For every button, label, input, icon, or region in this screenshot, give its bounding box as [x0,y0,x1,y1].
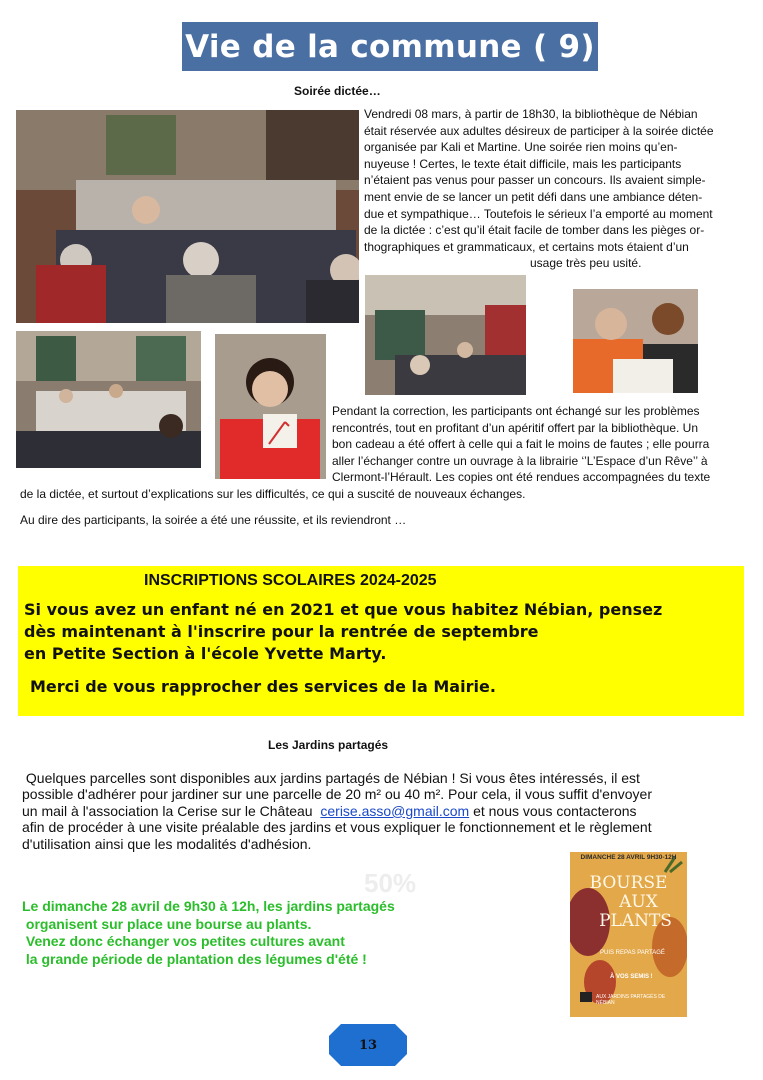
inscriptions-text [24,599,662,665]
poster-date: DIMANCHE 28 AVRIL 9H30-12H [580,854,677,861]
photo-library-writing [365,275,526,395]
inscriptions-box [18,566,744,716]
text-line: bon cadeau a été offert à celle qui a fait le moins de fautes ; elle pourra [332,437,710,452]
section-heading-jardins: Les Jardins partagés [268,738,389,752]
text-line: Le dimanche 28 avril de 9h30 à 12h, les jardins partagés [22,898,395,914]
poster-semis: À VOS SEMIS ! [610,974,653,980]
inscriptions-thanks: Merci de vous rapprocher des services de la Mairie. [30,677,496,696]
text-line: de la dictée : c’est qu’il était facile de tomber dans les pièges or- [364,223,705,238]
poster-title-word: AUX [619,892,658,912]
text-line: afin de procéder à une visite préalable des jardins et vous expliquer le fonctionnement et le règlement [22,819,652,836]
text-line: la grande période de plantation des légumes d'été ! [22,950,367,967]
text-line: n’étaient pas venus pour passer un concours. Ils avaient simple- [364,173,706,188]
text-line: dès maintenant à l'inscrire pour la rentrée de septembre [24,622,539,641]
text-line: Venez donc échanger vos petites cultures avant [22,933,345,949]
text-line: due et sympathique… Toutefois le sérieux l’a emporté au moment [364,206,713,221]
text-span: et nous vous contacterons [469,802,637,819]
text-line: organisent sur place une bourse au plants. [22,915,312,932]
photo-women-writing [573,289,698,393]
text-line: thographiques et grammaticaux, et certains mots étaient d’un [364,239,689,254]
text-line: d'utilisation ainsi que les modalités d'adhésion. [22,835,312,852]
dictee-paragraph-1 [364,106,744,272]
text-line: était réservée aux adultes désireux de participer à la soirée dictée [364,123,714,138]
page-number: 13 [358,1038,378,1053]
page-number-badge [329,1024,407,1066]
poster-title [570,874,687,931]
text-line: rencontrés, tout en profitant d’un apéritif offert par la bibliothèque. Un [332,420,699,435]
text-line: organisée par Kali et Martine. Une soirée rien moins qu’en- [364,140,678,155]
inscriptions-title: INSCRIPTIONS SCOLAIRES 2024-2025 [144,572,437,589]
email-link[interactable]: cerise.asso@gmail.com [320,802,470,819]
photo-woman-drawing [215,334,326,479]
jardins-paragraph [22,770,722,852]
dictee-paragraph-2 [332,403,744,486]
page-title-banner [182,22,598,71]
text-line: en Petite Section à l'école Yvette Marty. [24,644,387,663]
page-title: Vie de la commune ( 9) [185,28,595,65]
poster-title-word: BOURSE [589,873,668,893]
text-span: un mail à l'association la Cerise sur le Château [22,802,321,819]
text-line [22,803,722,819]
text-line: ment envie de se lancer un petit défi dans une ambiance déten- [364,189,703,204]
text-line: usage très peu usité. [530,256,642,271]
text-line: Pendant la correction, les participants ont échangé sur les problèmes [332,404,700,418]
poster-footer: AUX JARDINS PARTAGÉS DE NÉBIAN [596,994,666,1006]
jardins-event-text [22,898,452,968]
bourse-aux-plants-poster [570,852,687,1017]
dictee-paragraph-2-end: de la dictée, et surtout d’explications sur les difficultés, ce qui a suscité de nouveaux échanges. [20,487,526,501]
poster-subtitle: PUIS REPAS PARTAGÉ [600,950,665,956]
text-line: Quelques parcelles sont disponibles aux jardins partagés de Nébian ! Si vous êtes intéressés, il est [22,770,640,786]
photo-library-table [16,331,201,468]
watermark-percent: 50% [364,868,417,898]
text-line: aller l’échanger contre un ouvrage à la librairie ‘’L’Espace d’un Rêve’’ à [332,453,708,468]
text-line: Clermont-l’Hérault. Les copies ont été rendues accompagnées du texte [332,470,711,485]
section-heading-dictee: Soirée dictée… [294,84,381,98]
poster-title-word: PLANTS [599,911,672,931]
dictee-paragraph-3: Au dire des participants, la soirée a été une réussite, et ils reviendront … [20,513,407,527]
text-line: nuyeuse ! Certes, le texte était difficile, mais les participants [364,156,682,171]
text-line: Vendredi 08 mars, à partir de 18h30, la bibliothèque de Nébian [364,107,698,121]
photo-dictee-group [16,110,359,323]
text-line: Si vous avez un enfant né en 2021 et que vous habitez Nébian, pensez [24,600,663,619]
text-line: possible d'adhérer pour jardiner sur une parcelle de 20 m² ou 40 m². Pour cela, il vous suffit d'envoyer [22,786,652,803]
